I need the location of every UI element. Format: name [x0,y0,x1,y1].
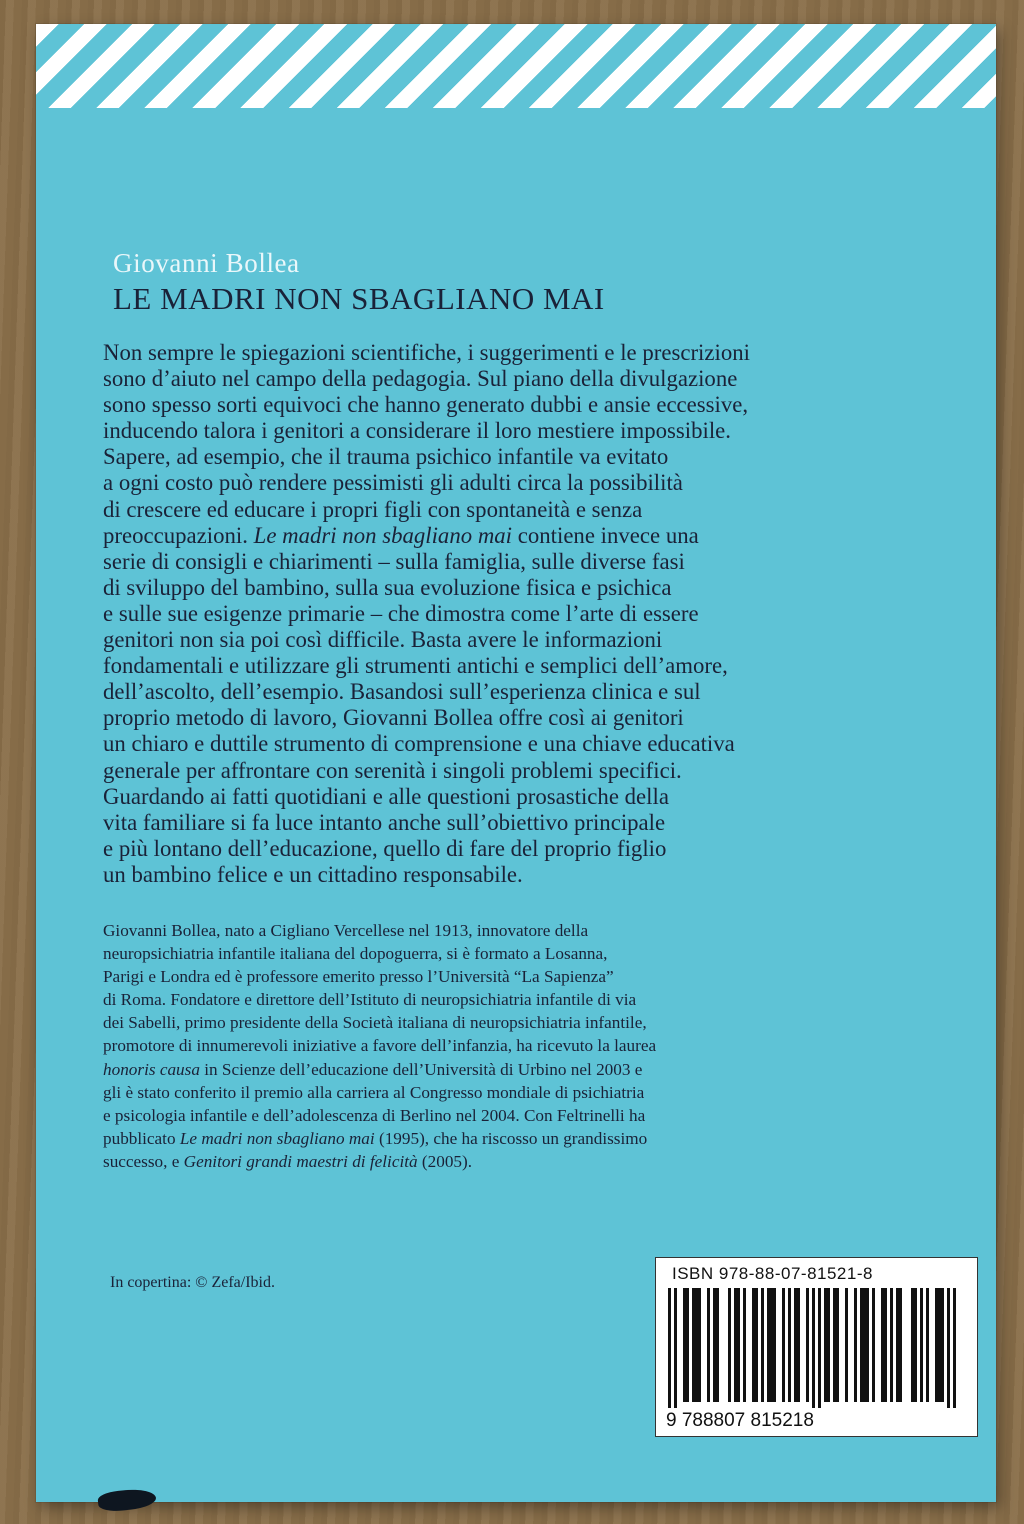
bio-line [103,1011,959,1034]
blurb-line [103,575,959,601]
barcode-bar [713,1288,716,1402]
barcode-bar [890,1288,893,1402]
italic-title: Le madri non sbagliano mai [253,522,513,548]
barcode-bar [833,1288,836,1402]
blurb-line [103,810,959,836]
text-run: gli è stato conferito il premio alla carriera al Congresso mondiale di psichiatria [103,1082,645,1102]
blurb-line [103,444,959,470]
barcode-bar [788,1288,791,1402]
bio-line [103,942,959,965]
text-run: sono d’aiuto nel campo della pedagogia. Sul piano della divulgazione [103,366,738,392]
text-run: e sulle sue esigenze primarie – che dimostra come l’arte di essere [103,600,699,626]
italic-title: honoris causa [103,1059,200,1079]
blurb-line [103,418,959,444]
bio-line [103,988,959,1011]
barcode-bar [767,1288,770,1402]
italic-title: Genitori grandi maestri di felicità [183,1151,418,1171]
barcode-bar [734,1288,737,1402]
text-run: un chiaro e duttile strumento di comprensione e una chiave educativa [103,731,735,757]
text-run: serie di consigli e chiarimenti – sulla famiglia, sulle diverse fasi [103,548,685,574]
text-run: pubblicato [103,1128,180,1148]
barcode-bar [845,1288,848,1402]
barcode-box [655,1257,978,1437]
text-run: dei Sabelli, primo presidente della Società italiana di neuropsichiatria infantile, [103,1013,647,1033]
barcode-bar [827,1288,830,1402]
isbn-label: ISBN 978-88-07-81521-8 [672,1264,873,1283]
barcode-bar [782,1288,785,1402]
barcode-bar [686,1288,689,1402]
blurb-line [103,862,959,888]
barcode-bar [668,1288,671,1408]
text-run: generale per affrontare con serenità i singoli problemi specifici. [103,757,682,783]
barcode-bar [812,1288,815,1408]
text-run: proprio metodo di lavoro, Giovanni Bollea offre così ai genitori [103,705,684,731]
blurb-line [103,836,959,862]
blurb-line [103,679,959,705]
blurb-line [103,758,959,784]
text-run: successo, e [103,1151,184,1171]
bio-line [103,965,959,988]
text-run: promotore di innumerevoli iniziative a favore dell’infanzia, ha ricevuto la laurea [103,1036,657,1056]
barcode-bar [737,1288,740,1402]
blurb-line [103,340,959,366]
barcode-bar [794,1288,797,1402]
barcode-bar [914,1288,917,1402]
barcode-bar [707,1288,710,1402]
barcode-bar [752,1288,755,1402]
barcode-bar [836,1288,839,1402]
blurb-line [103,549,959,575]
barcode-bar [860,1288,863,1402]
text-run: a ogni costo può rendere pessimisti gli adulti circa la possibilità [103,470,683,496]
text-run: in Scienze dell’educazione dell’Università di Urbino nel 2003 e [199,1059,643,1079]
barcode-bar [926,1288,929,1402]
barcode-bar [692,1288,695,1402]
barcode-bar [728,1288,731,1402]
barcode-bar [884,1288,887,1402]
text-run: e più lontano dell’educazione, quello di fare del proprio figlio [103,835,667,861]
barcode-bar [947,1288,950,1408]
bio-line [103,1034,959,1057]
barcode-bar [941,1288,944,1402]
blurb-line [103,497,959,523]
barcode-bar [716,1288,719,1402]
text-run: neuropsichiatria infantile italiana del dopoguerra, si è formato a Losanna, [103,944,608,964]
italic-title: Le madri non sbagliano mai [179,1128,375,1148]
text-run: Parigi e Londra ed è professore emerito presso l’Università “La Sapienza” [103,967,614,987]
author-biography [103,919,959,1173]
barcode-bar [953,1288,956,1408]
barcode-bar [935,1288,938,1402]
barcode-bar [698,1288,701,1402]
barcode-bar [911,1288,914,1402]
barcode-bar [881,1288,884,1402]
barcode-bar [866,1288,869,1402]
bio-line [103,1081,959,1104]
text-run: e psicologia infantile e dell’adolescenza di Berlino nel 2004. Con Feltrinelli ha [103,1105,646,1125]
barcode-bar [674,1288,677,1408]
barcode-bar [896,1288,899,1402]
blurb-line [103,653,959,679]
bio-line [103,1127,959,1150]
blurb-line [103,523,959,549]
cover-credit: In copertina: © Zefa/Ibid. [110,1274,275,1291]
barcode-bar [797,1288,800,1402]
text-run: di Roma. Fondatore e direttore dell’Istituto di neuropsichiatria infantile di via [103,990,637,1010]
text-run: sono spesso sorti equivoci che hanno generato dubbi e ansie eccessive, [103,392,749,418]
blurb-line [103,366,959,392]
text-run: vita familiare si fa luce intanto anche sull’obiettivo principale [103,809,666,835]
text-run: contiene invece una [512,522,699,548]
text-run: Giovanni Bollea, nato a Cigliano Vercellese nel 1913, innovatore della [103,921,589,940]
bio-line [103,1058,959,1081]
text-run: dell’ascolto, dell’esempio. Basandosi sull’esperienza clinica e sul [103,679,701,705]
barcode-bar [761,1288,764,1402]
barcode-bar [824,1288,827,1402]
ink-smudge [97,1487,157,1513]
text-run: (2005). [417,1151,473,1171]
barcode-bar [770,1288,773,1402]
barcode-bar [938,1288,941,1402]
text-run: Sapere, ad esempio, che il trauma psichico infantile va evitato [103,444,669,470]
author-name: Giovanni Bollea [113,248,300,278]
text-run: un bambino felice e un cittadino responsabile. [103,861,523,887]
blurb-line [103,601,959,627]
blurb-text [103,340,959,888]
text-run: preoccupazioni. [103,522,254,548]
text-run: (1995), che ha riscosso un grandissimo [374,1128,648,1148]
barcode-bar [899,1288,902,1402]
barcode-bar [683,1288,686,1402]
bio-line [103,1104,959,1127]
barcode-bar [854,1288,857,1402]
text-run: di crescere ed educare i propri figli con spontaneità e senza [103,496,643,522]
text-run: genitori non sia poi così difficile. Basta avere le informazioni [103,627,663,653]
bio-line [103,919,959,942]
text-run: inducendo talora i genitori a considerare il loro mestiere impossibile. [103,418,731,444]
barcode-bar [872,1288,875,1402]
barcode-bar [743,1288,746,1402]
blurb-line [103,731,959,757]
book-title: LE MADRI NON SBAGLIANO MAI [113,281,605,316]
blurb-line [103,392,959,418]
blurb-line [103,627,959,653]
striped-band [36,24,996,108]
barcode-bar [818,1288,821,1408]
text-run: fondamentali e utilizzare gli strumenti antichi e semplici dell’amore, [103,653,728,679]
barcode-bars [668,1288,967,1408]
text-run: di sviluppo del bambino, sulla sua evoluzione fisica e psichica [103,574,672,600]
barcode-bar [806,1288,809,1402]
barcode-digits: 9 788807 815218 [666,1410,814,1431]
barcode-bar [920,1288,923,1402]
blurb-line [103,784,959,810]
blurb-line [103,705,959,731]
barcode-bar [773,1288,776,1402]
text-run: Non sempre le spiegazioni scientifiche, i suggerimenti e le prescrizioni [103,340,750,365]
barcode-bar [695,1288,698,1402]
barcode-bar [863,1288,866,1402]
bio-line [103,1150,959,1173]
blurb-line [103,470,959,496]
text-run: Guardando ai fatti quotidiani e alle questioni prosastiche della [103,783,669,809]
barcode-bar [755,1288,758,1402]
book-back-cover [36,24,996,1502]
